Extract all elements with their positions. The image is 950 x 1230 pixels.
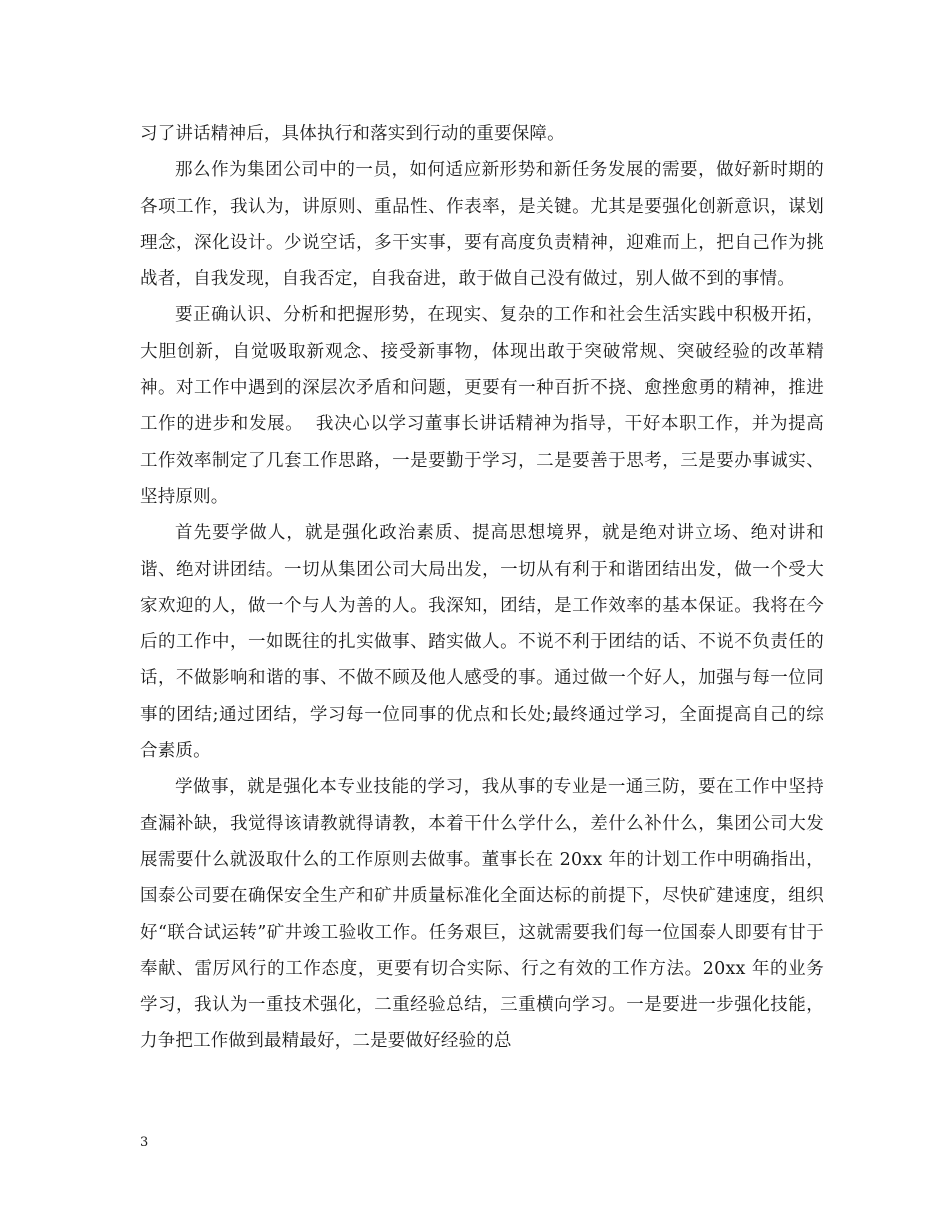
paragraph-5: 学做事，就是强化本专业技能的学习，我从事的专业是一通三防，要在工作中坚持查漏补缺，我觉得该请教就得请教，本着干什么学什么，差什么补什么，集团公司大发展需要什么就汲取什么的工作原则去做事。董事长在 20xx 年的计划工作中明确指出，国泰公司要在确保安全生产和矿井质量标准化全面达标的前提下，尽快矿建速度，组织好“联合试运转”矿井竣工验收工作。任务艰巨，这就需要我们每一位国泰人即要有甘于奉献、雷厉风行的工作态度，更要有切合实际、行之有效的工作方法。20xx 年的业务学习，我认为一重技术强化，二重经验总结，三重横向学习。一是要进一步强化技能，力争把工作做到最精最好，二是要做好经验的总: [140, 777, 824, 1052]
paragraph-4: 首先要学做人，就是强化政治素质、提高思想境界，就是绝对讲立场、绝对讲和谐、绝对讲团结。一切从集团公司大局出发，一切从有利于和谐团结出发，做一个受大家欢迎的人，做一个与人为善的人。我深知，团结，是工作效率的基本保证。我将在今后的工作中，一如既往的扎实做事、踏实做人。不说不利于团结的话、不说不负责任的话，不做影响和谐的事、不做不顾及他人感受的事。通过做一个好人，加强与每一位同事的团结;通过团结，学习每一位同事的优点和长处;最终通过学习，全面提高自己的综合素质。: [140, 523, 824, 762]
body-text: [140, 116, 824, 1060]
page-number: 3: [140, 1135, 149, 1150]
paragraph-1: 习了讲话精神后，具体执行和落实到行动的重要保障。: [140, 124, 565, 144]
paragraph-3: 要正确认识、分析和把握形势，在现实、复杂的工作和社会生活实践中积极开拓，大胆创新，自觉吸取新观念、接受新事物，体现出敢于突破常规、突破经验的改革精神。对工作中遇到的深层次矛盾和问题，更要有一种百折不挠、愈挫愈勇的精神，推进工作的进步和发展。 我决心以学习董事长讲话精神为指导，干好本职工作，并为提高工作效率制定了几套工作思路，一是要勤于学习，二是要善于思考，三是要办事诚实、坚持原则。: [140, 305, 824, 507]
paragraph-2: 那么作为集团公司中的一员，如何适应新形势和新任务发展的需要，做好新时期的各项工作，我认为，讲原则、重品性、作表率，是关键。尤其是要强化创新意识，谋划理念，深化设计。少说空话，多干实事，要有高度负责精神，迎难而上，把自己作为挑战者，自我发现，自我否定，自我奋进，敢于做自己没有做过，别人做不到的事情。: [140, 160, 824, 290]
